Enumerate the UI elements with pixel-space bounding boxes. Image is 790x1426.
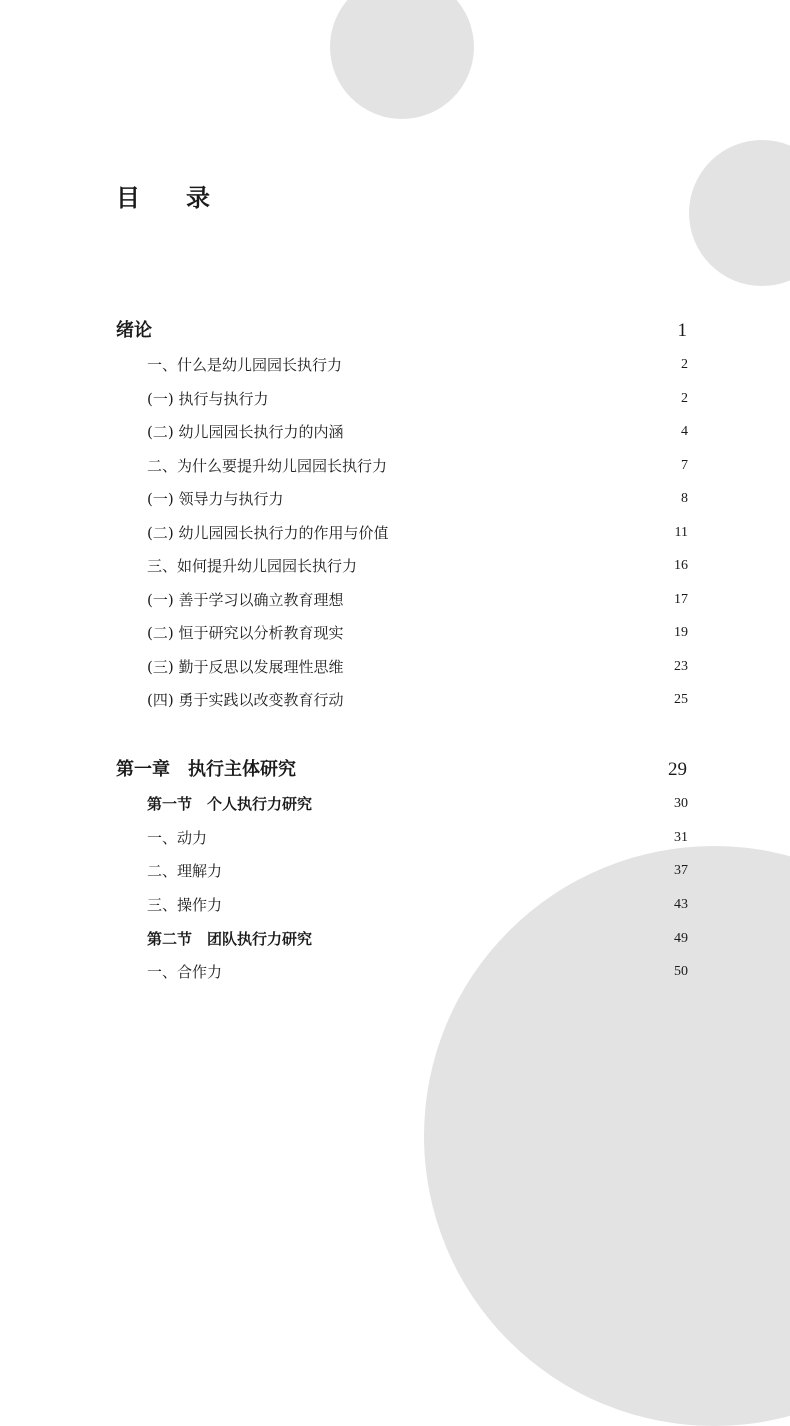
toc-entry-page-number: 49 (674, 931, 688, 946)
toc-entry-title: 第一章 执行主体研究 (116, 759, 296, 780)
toc-entry-page-number: 23 (674, 659, 688, 674)
toc-entry (147, 685, 688, 715)
toc-entry-title: 一、动力 (147, 829, 208, 847)
toc-entry (147, 652, 688, 682)
toc-entry-page-number: 29 (668, 759, 687, 780)
toc-entry (147, 350, 688, 380)
toc-entry (147, 957, 688, 987)
toc-entry (147, 585, 688, 615)
page-title: 目录 (116, 183, 256, 212)
toc-entry-page-number: 7 (681, 458, 688, 473)
toc-entry (147, 417, 688, 447)
toc-entry-title: (一) 善于学习以确立教育理想 (147, 591, 344, 609)
toc-entry-title: (一) 领导力与执行力 (147, 490, 284, 508)
toc-entry-title: 二、理解力 (147, 862, 223, 880)
toc-entry-page-number: 8 (681, 491, 688, 506)
toc-entry-title: 三、如何提升幼儿园园长执行力 (147, 557, 358, 575)
toc-entry-title: (四) 勇于实践以改变教育行动 (147, 691, 344, 709)
toc-entry-page-number: 30 (674, 796, 688, 811)
toc-entry-page-number: 43 (674, 897, 688, 912)
toc-entry-page-number: 17 (674, 592, 688, 607)
toc-entry (147, 789, 688, 819)
toc-entry-page-number: 1 (677, 320, 687, 341)
toc-entry-page-number: 2 (681, 357, 688, 372)
toc-entry-page-number: 16 (674, 558, 688, 573)
toc-entry (147, 823, 688, 853)
toc-entry (147, 551, 688, 581)
toc-chapter-entry (116, 755, 687, 785)
toc-entry-title: 一、什么是幼儿园园长执行力 (147, 356, 343, 374)
toc-entry-page-number: 19 (674, 625, 688, 640)
toc-entry-page-number: 2 (681, 391, 688, 406)
toc-entry (147, 518, 688, 548)
toc-entry-title: (一) 执行与执行力 (147, 390, 269, 408)
toc-entry-page-number: 31 (674, 830, 688, 845)
toc-entry (147, 890, 688, 920)
toc-entry-title: (二) 幼儿园园长执行力的作用与价值 (147, 524, 389, 542)
toc-entry-title: 第一节 个人执行力研究 (147, 795, 313, 813)
toc-entry-page-number: 50 (674, 964, 688, 979)
toc-entry-title: 绪论 (116, 320, 152, 341)
toc-entry (147, 484, 688, 514)
toc-entry-page-number: 25 (674, 692, 688, 707)
toc-entry-page-number: 4 (681, 424, 688, 439)
toc-entry (147, 384, 688, 414)
toc-entry-title: 一、合作力 (147, 963, 223, 981)
toc-entry (147, 618, 688, 648)
toc-entry-page-number: 11 (674, 525, 688, 540)
toc-entry-title: 第二节 团队执行力研究 (147, 930, 313, 948)
toc-entry (147, 924, 688, 954)
toc-chapter-entry (116, 316, 687, 346)
toc-entry (147, 451, 688, 481)
toc-entry-title: (二) 恒于研究以分析教育现实 (147, 624, 344, 642)
toc-entry-title: 二、为什么要提升幼儿园园长执行力 (147, 457, 388, 475)
toc-entry (147, 856, 688, 886)
toc-entry-title: (二) 幼儿园园长执行力的内涵 (147, 423, 344, 441)
toc-entry-page-number: 37 (674, 863, 688, 878)
toc-entry-title: 三、操作力 (147, 896, 223, 914)
toc-entry-title: (三) 勤于反思以发展理性思维 (147, 658, 344, 676)
